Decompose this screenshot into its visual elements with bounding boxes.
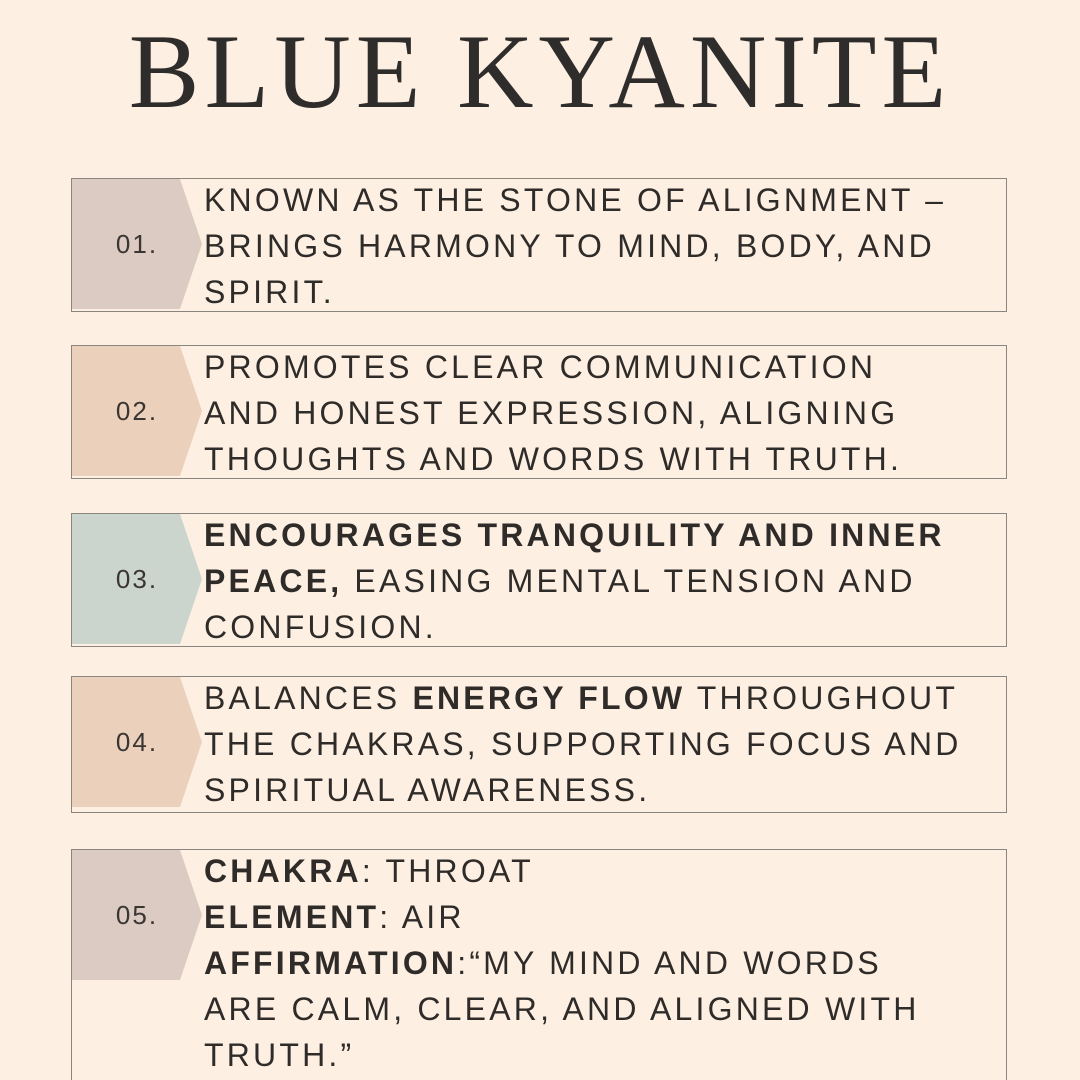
card-04	[71, 676, 1007, 813]
card-02	[71, 345, 1007, 479]
text-run: BALANCES	[204, 680, 413, 716]
card-text-line	[204, 721, 998, 767]
card-text-line	[204, 940, 998, 986]
text-run: :“MY MIND AND WORDS	[457, 945, 882, 981]
bold-text: ENERGY FLOW	[412, 680, 686, 716]
card-text-line	[204, 848, 998, 894]
card-number: 01.	[115, 228, 159, 259]
card-text-line	[204, 436, 998, 482]
card-text-line	[204, 894, 998, 940]
bold-text: CHAKRA	[204, 853, 362, 889]
text-run: AND HONEST EXPRESSION, ALIGNING	[204, 395, 899, 431]
card-number: 05.	[115, 899, 159, 930]
card-05	[71, 849, 1007, 1080]
card-text-line	[204, 986, 998, 1032]
card-text	[204, 177, 998, 315]
bold-text: ELEMENT	[204, 899, 380, 935]
page-title: BLUE KYANITE	[128, 13, 952, 130]
bold-text: ENCOURAGES TRANQUILITY AND INNER	[204, 517, 945, 553]
text-run: KNOWN AS THE STONE OF ALIGNMENT –	[204, 182, 947, 218]
card-text-line	[204, 604, 998, 650]
text-run: : AIR	[379, 899, 465, 935]
card-text-line	[204, 1032, 998, 1078]
text-run: : THROAT	[361, 853, 534, 889]
card-text	[204, 344, 998, 482]
text-run: PROMOTES CLEAR COMMUNICATION	[204, 349, 877, 385]
card-text-line	[204, 177, 998, 223]
text-run: THROUGHOUT	[685, 680, 959, 716]
card-text-line	[204, 269, 998, 315]
card-03	[71, 513, 1007, 647]
card-text	[204, 512, 998, 650]
text-run: BRINGS HARMONY TO MIND, BODY, AND	[204, 228, 935, 264]
bold-text: AFFIRMATION	[204, 945, 458, 981]
card-text-line	[204, 675, 998, 721]
text-run: SPIRITUAL AWARENESS.	[204, 772, 651, 808]
card-number: 02.	[115, 395, 159, 426]
card-text-line	[204, 512, 998, 558]
card-text-line	[204, 390, 998, 436]
card-text	[204, 675, 998, 813]
text-run: EASING MENTAL TENSION AND	[342, 563, 916, 599]
card-text-line	[204, 767, 998, 813]
text-run: ARE CALM, CLEAR, AND ALIGNED WITH	[204, 991, 920, 1027]
card-number: 03.	[115, 563, 159, 594]
card-text	[204, 848, 998, 1078]
card-number: 04.	[115, 726, 159, 757]
text-run: THE CHAKRAS, SUPPORTING FOCUS AND	[204, 726, 962, 762]
card-text-line	[204, 558, 998, 604]
text-run: CONFUSION.	[204, 609, 437, 645]
text-run: TRUTH.”	[204, 1037, 355, 1073]
text-run: THOUGHTS AND WORDS WITH TRUTH.	[204, 441, 903, 477]
bold-text: PEACE,	[204, 563, 343, 599]
card-01	[71, 178, 1007, 312]
card-text-line	[204, 223, 998, 269]
text-run: SPIRIT.	[204, 274, 335, 310]
card-text-line	[204, 344, 998, 390]
